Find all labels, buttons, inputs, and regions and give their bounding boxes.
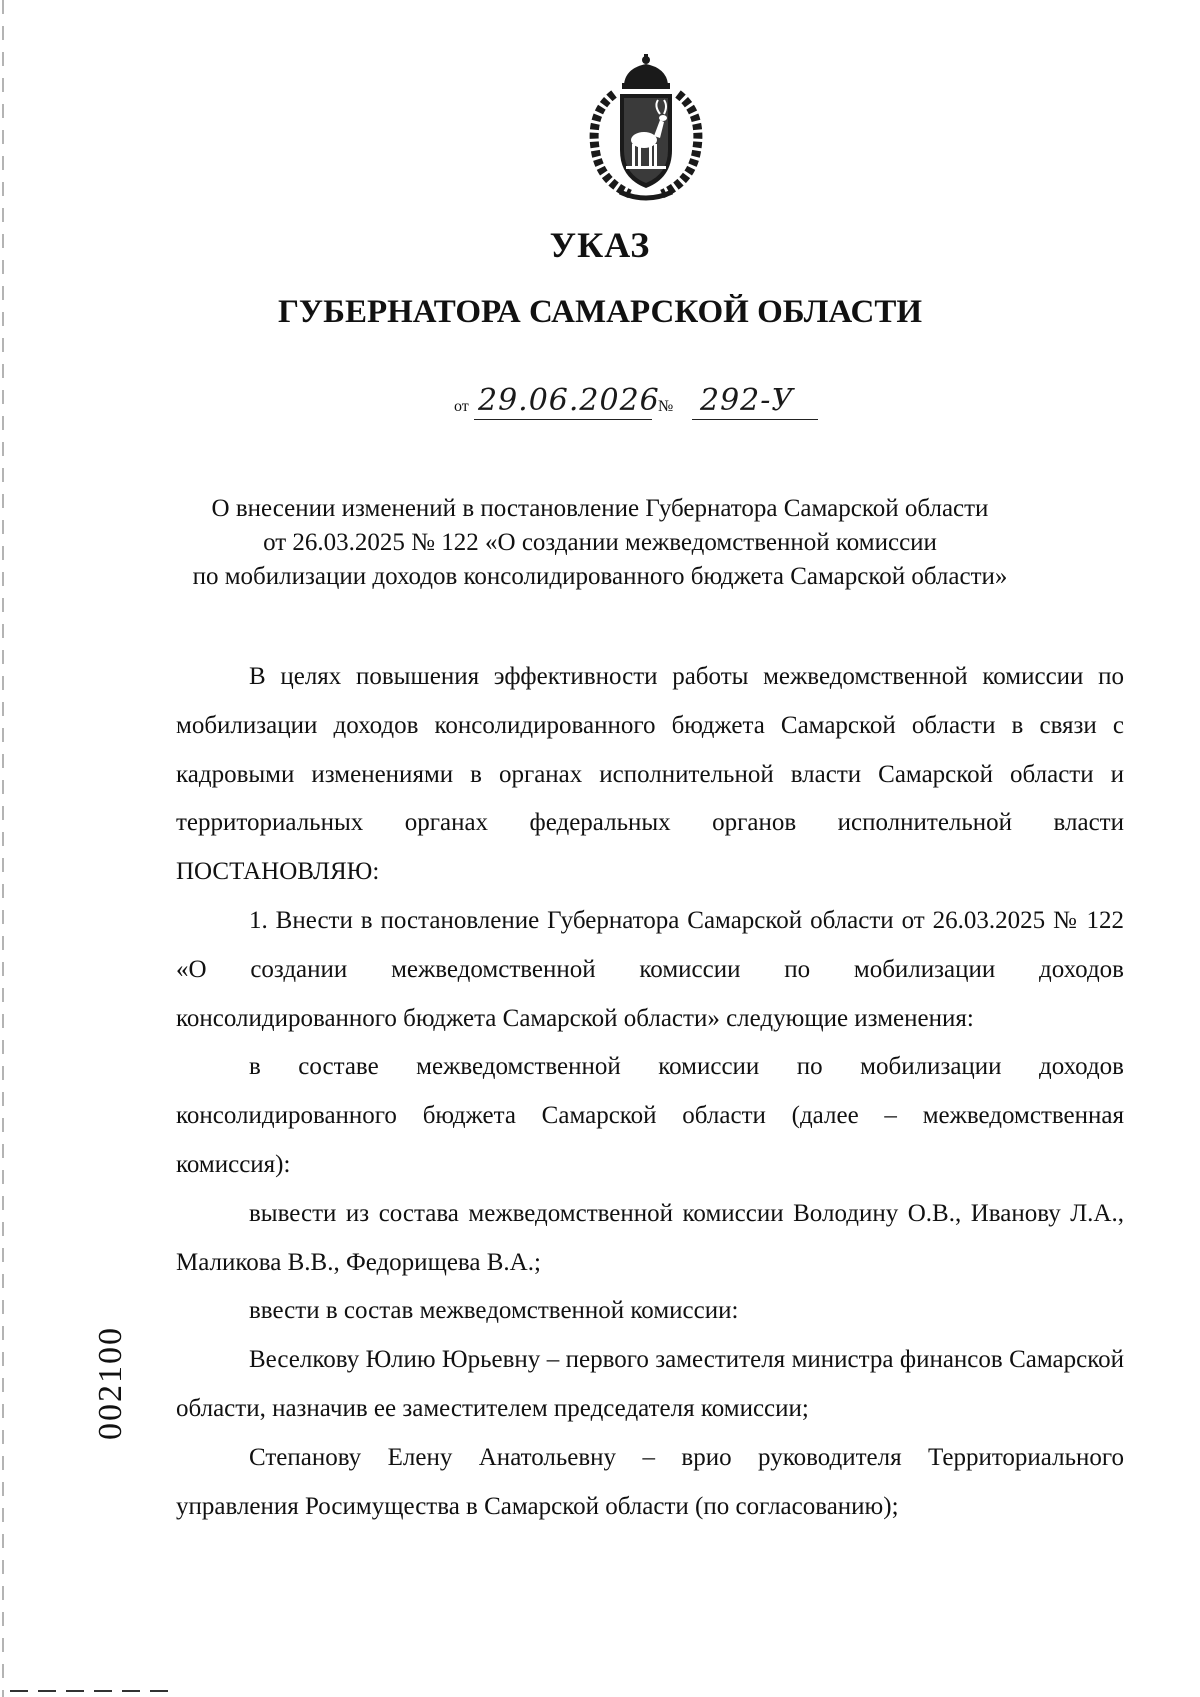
body-paragraph: Веселкову Юлию Юрьевну – первого заместителя министра финансов Самарской области, назначив ее заместителем председателя комиссии; [176,1346,1124,1422]
document-subject [150,492,1050,594]
document-type-title: УКАЗ [549,225,651,265]
number-underline [692,419,818,420]
date-underline [474,419,652,420]
issuer-title: ГУБЕРНАТОРА САМАРСКОЙ ОБЛАСТИ [277,294,923,330]
document-body [176,653,1124,1531]
footer-scan-marks [10,1690,170,1692]
subject-line: от 26.03.2025 № 122 «О создании межведомственной комиссии [263,529,937,556]
subject-line: О внесении изменений в постановление Губернатора Самарской области [211,495,989,522]
body-paragraph: в составе межведомственной комиссии по мобилизации доходов консолидированного бюджета Самарской области (далее – межведомственная комиссия): [176,1053,1124,1178]
handwritten-date: 29.06.2026 [478,383,660,418]
number-prefix: № [658,398,674,415]
body-paragraph: Степанову Елену Анатольевну – врио руководителя Территориального управления Росимущества в Самарской области (по согласованию); [176,1443,1124,1520]
date-number-line [454,380,854,420]
subject-line: по мобилизации доходов консолидированного бюджета Самарской области» [192,563,1008,590]
form-serial-number: 002100 [92,1326,129,1440]
handwritten-number: 292-У [700,383,795,418]
body-paragraph: ввести в состав межведомственной комиссии: [249,1297,739,1325]
body-paragraph: В целях повышения эффективности работы межведомственной комиссии по мобилизации доходов консолидированного бюджета Самарской области в связи с кадровыми изменениями в органах исполнительной власти Самарской области и территориальных органах федеральных органов исполнительной власти ПОСТАНОВЛЯЮ: [176,663,1124,886]
body-paragraph: вывести из состава межведомственной комиссии Володину О.В., Иванову Л.А., Маликова В.В., Федорищева В.А.; [176,1199,1124,1276]
body-paragraph: 1. Внести в постановление Губернатора Самарской области от 26.03.2025 № 122 «О создании межведомственной комиссии по мобилизации доходов консолидированного бюджета Самарской области» следующие изменения: [176,906,1124,1032]
coat-of-arms-icon [574,54,718,204]
date-prefix: от [454,398,469,415]
